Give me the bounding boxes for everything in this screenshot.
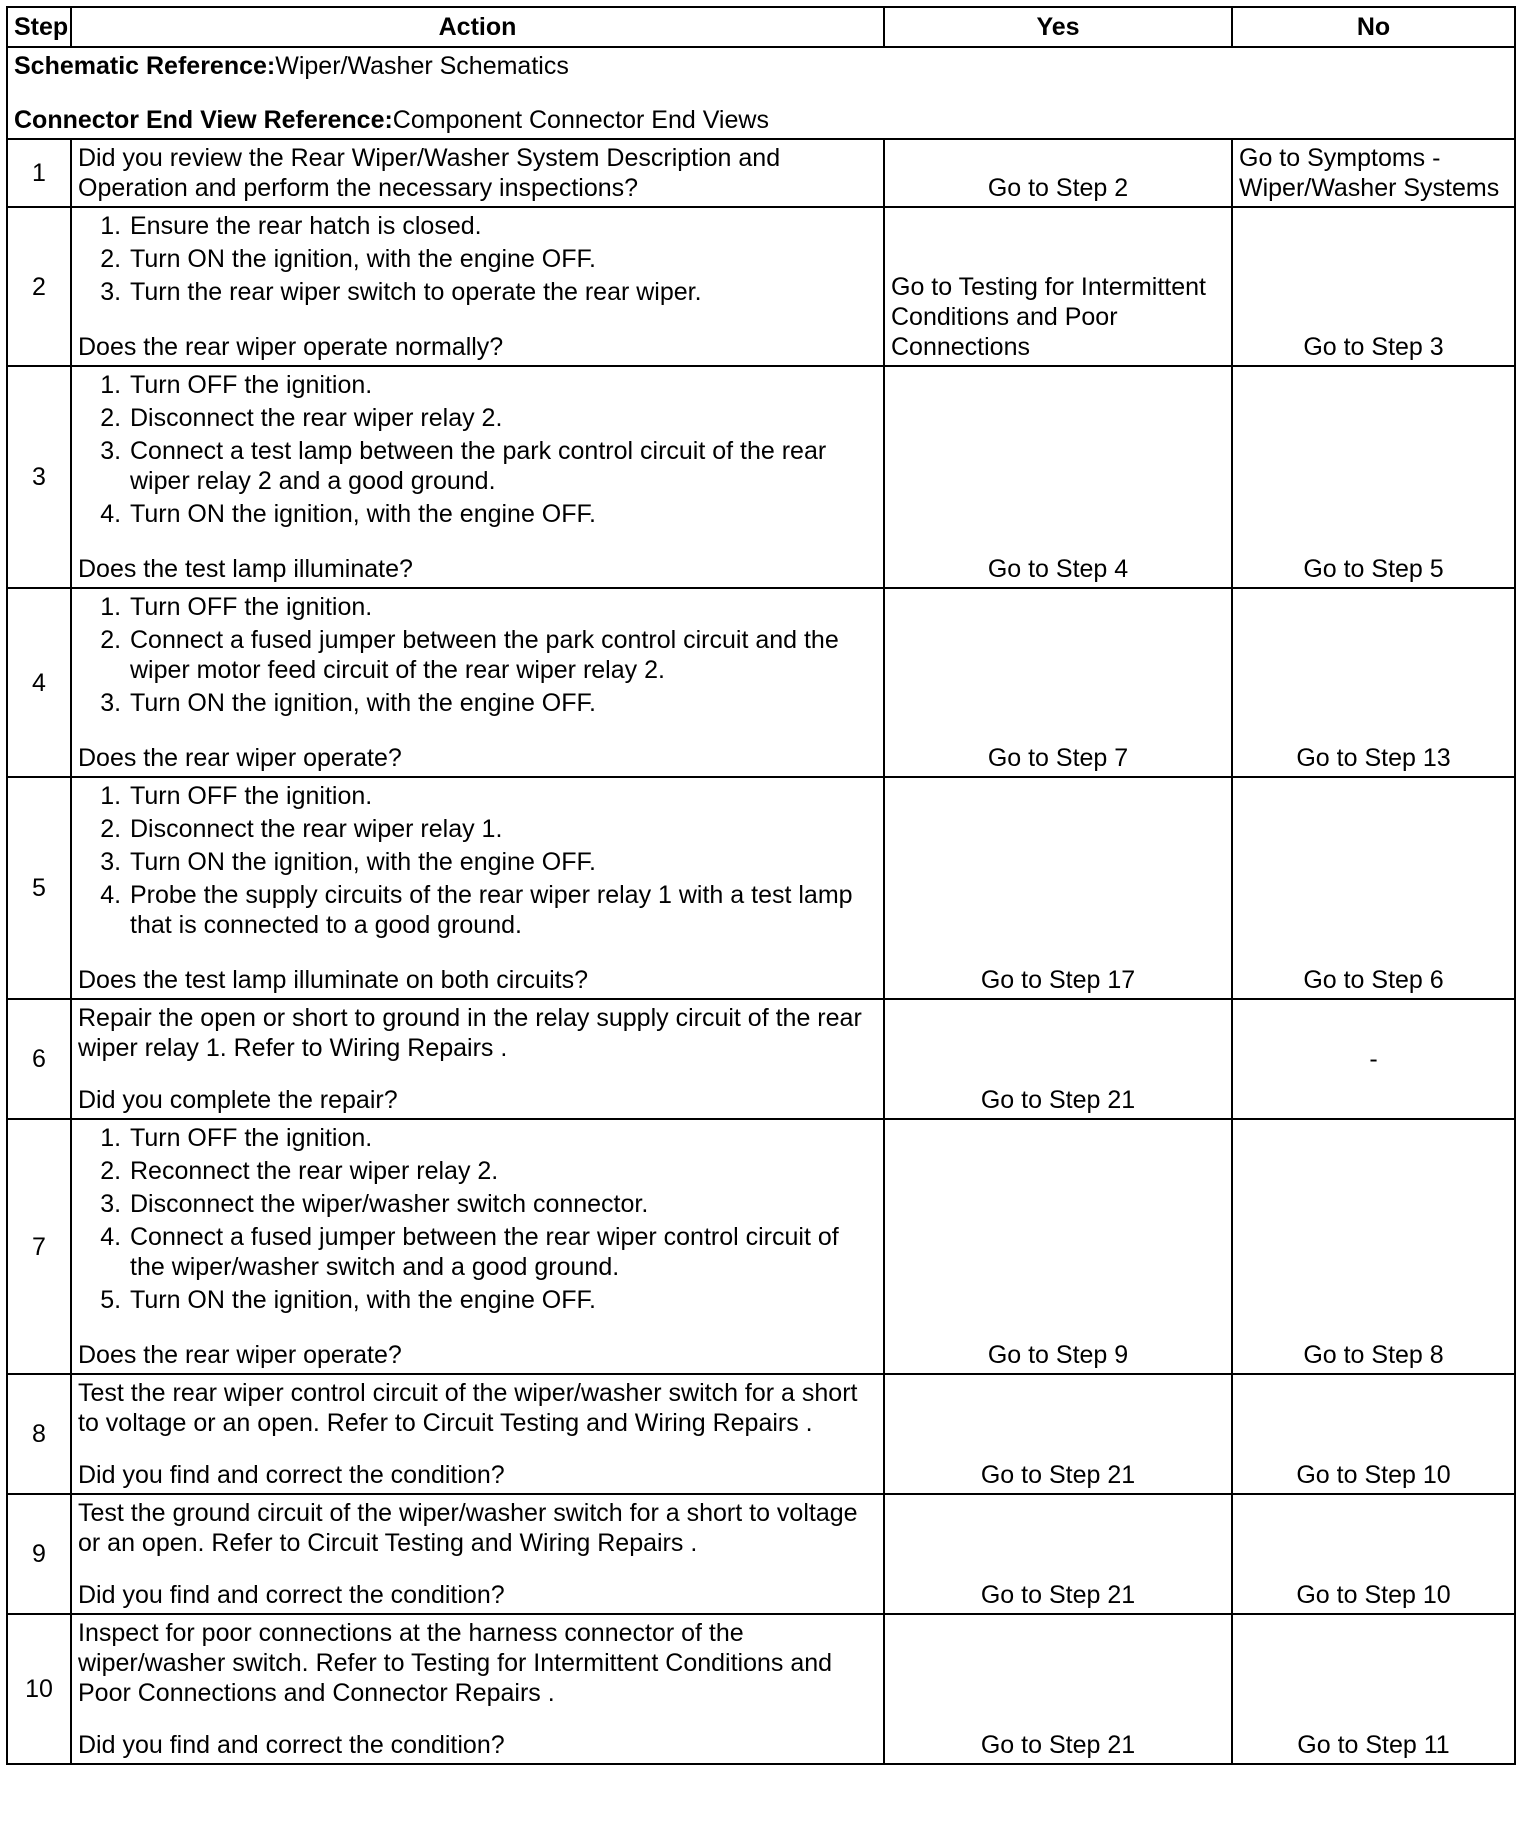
list-item: 1. Turn OFF the ignition.: [128, 781, 877, 811]
reference-cell: [7, 47, 1515, 139]
action-question: Does the rear wiper operate normally?: [78, 333, 504, 361]
yes-cell[interactable]: Go to Step 9: [884, 1119, 1232, 1374]
action-question: Did you find and correct the condition?: [78, 1581, 505, 1609]
reference-row: [7, 47, 1515, 139]
no-cell[interactable]: Go to Step 13: [1232, 588, 1515, 777]
table-row: [7, 999, 1515, 1119]
instruction-list: [78, 592, 877, 718]
table-row: [7, 1494, 1515, 1614]
action-text: Repair the open or short to ground in the relay supply circuit of the rear wiper relay 1. Refer to Wiring Repairs .: [78, 1004, 862, 1062]
instruction-list: [78, 211, 877, 307]
yes-cell[interactable]: Go to Step 21: [884, 1374, 1232, 1494]
header-action: Action: [71, 7, 884, 47]
no-cell[interactable]: Go to Step 6: [1232, 777, 1515, 999]
action-question: Does the test lamp illuminate?: [78, 555, 413, 583]
no-cell[interactable]: Go to Step 10: [1232, 1494, 1515, 1614]
table-row: [7, 777, 1515, 999]
action-cell: [71, 1614, 884, 1764]
yes-cell[interactable]: Go to Step 21: [884, 999, 1232, 1119]
table-row: [7, 1614, 1515, 1764]
header-no: No: [1232, 7, 1515, 47]
list-item: 4. Turn ON the ignition, with the engine OFF.: [128, 499, 877, 529]
no-cell[interactable]: Go to Step 3: [1232, 207, 1515, 366]
action-text: Inspect for poor connections at the harness connector of the wiper/washer switch. Refer to Testing for Intermittent Conditions and Poor Connections and Connector Repairs .: [78, 1619, 833, 1707]
action-cell: [71, 1119, 884, 1374]
list-item: 1. Turn OFF the ignition.: [128, 1123, 877, 1153]
table-row: [7, 588, 1515, 777]
table-row: [7, 366, 1515, 588]
action-question: Did you complete the repair?: [78, 1086, 398, 1114]
list-item: 2. Connect a fused jumper between the park control circuit and the wiper motor feed circuit of the rear wiper relay 2.: [128, 625, 877, 685]
action-text: Test the ground circuit of the wiper/washer switch for a short to voltage or an open. Refer to Circuit Testing and Wiring Repairs .: [78, 1499, 858, 1557]
step-number: 7: [7, 1119, 71, 1374]
step-number: 6: [7, 999, 71, 1119]
step-number: 8: [7, 1374, 71, 1494]
yes-cell[interactable]: Go to Step 4: [884, 366, 1232, 588]
list-item: 1. Ensure the rear hatch is closed.: [128, 211, 877, 241]
action-cell: [71, 999, 884, 1119]
no-cell[interactable]: Go to Step 5: [1232, 366, 1515, 588]
list-item: 5. Turn ON the ignition, with the engine OFF.: [128, 1285, 877, 1315]
list-item: 4. Connect a fused jumper between the rear wiper control circuit of the wiper/washer switch and a good ground.: [128, 1222, 877, 1282]
schematic-reference: [14, 51, 1508, 81]
step-number: 10: [7, 1614, 71, 1764]
step-number: 3: [7, 366, 71, 588]
list-item: 3. Disconnect the wiper/washer switch connector.: [128, 1189, 877, 1219]
list-item: 4. Probe the supply circuits of the rear wiper relay 1 with a test lamp that is connected to a good ground.: [128, 880, 877, 940]
step-number: 2: [7, 207, 71, 366]
yes-cell[interactable]: Go to Step 2: [884, 139, 1232, 207]
schematic-reference-label: Schematic Reference:: [14, 52, 276, 80]
no-cell: -: [1232, 999, 1515, 1119]
action-cell: [71, 588, 884, 777]
table-row: [7, 1374, 1515, 1494]
diagnostic-table: [6, 6, 1516, 1765]
header-row: [7, 7, 1515, 47]
list-item: 1. Turn OFF the ignition.: [128, 592, 877, 622]
schematic-reference-link[interactable]: Wiper/Washer Schematics: [275, 52, 569, 80]
action-question: Did you find and correct the condition?: [78, 1461, 505, 1489]
step-number: 4: [7, 588, 71, 777]
list-item: 2. Turn ON the ignition, with the engine OFF.: [128, 244, 877, 274]
no-cell[interactable]: Go to Step 8: [1232, 1119, 1515, 1374]
table-row: [7, 139, 1515, 207]
step-number: 5: [7, 777, 71, 999]
yes-cell[interactable]: Go to Testing for Intermittent Conditions and Poor Connections: [884, 207, 1232, 366]
list-item: 3. Turn ON the ignition, with the engine OFF.: [128, 847, 877, 877]
table-row: [7, 207, 1515, 366]
instruction-list: [78, 370, 877, 529]
list-item: 2. Disconnect the rear wiper relay 1.: [128, 814, 877, 844]
action-cell: [71, 139, 884, 207]
action-cell: [71, 1494, 884, 1614]
list-item: 2. Disconnect the rear wiper relay 2.: [128, 403, 877, 433]
action-cell: [71, 1374, 884, 1494]
action-question: Does the rear wiper operate?: [78, 1341, 402, 1369]
no-cell[interactable]: Go to Step 11: [1232, 1614, 1515, 1764]
yes-cell[interactable]: Go to Step 21: [884, 1614, 1232, 1764]
list-item: 3. Connect a test lamp between the park control circuit of the rear wiper relay 2 and a good ground.: [128, 436, 877, 496]
yes-cell[interactable]: Go to Step 7: [884, 588, 1232, 777]
connector-reference-label: Connector End View Reference:: [14, 106, 393, 134]
list-item: 3. Turn ON the ignition, with the engine OFF.: [128, 688, 877, 718]
step-number: 1: [7, 139, 71, 207]
list-item: 3. Turn the rear wiper switch to operate the rear wiper.: [128, 277, 877, 307]
yes-cell[interactable]: Go to Step 17: [884, 777, 1232, 999]
no-cell[interactable]: Go to Step 10: [1232, 1374, 1515, 1494]
instruction-list: [78, 1123, 877, 1315]
yes-cell[interactable]: Go to Step 21: [884, 1494, 1232, 1614]
connector-reference: [14, 105, 1508, 135]
table-row: [7, 1119, 1515, 1374]
action-cell: [71, 366, 884, 588]
step-number: 9: [7, 1494, 71, 1614]
list-item: 2. Reconnect the rear wiper relay 2.: [128, 1156, 877, 1186]
action-cell: [71, 777, 884, 999]
header-yes: Yes: [884, 7, 1232, 47]
action-question: Does the test lamp illuminate on both circuits?: [78, 966, 588, 994]
list-item: 1. Turn OFF the ignition.: [128, 370, 877, 400]
action-text: Did you review the Rear Wiper/Washer System Description and Operation and perform the necessary inspections?: [78, 144, 781, 202]
action-question: Does the rear wiper operate?: [78, 744, 402, 772]
header-step: Step: [7, 7, 71, 47]
action-cell: [71, 207, 884, 366]
connector-reference-link[interactable]: Component Connector End Views: [392, 106, 769, 134]
instruction-list: [78, 781, 877, 940]
action-question: Did you find and correct the condition?: [78, 1731, 505, 1759]
no-cell[interactable]: Go to Symptoms - Wiper/Washer Systems: [1232, 139, 1515, 207]
action-text: Test the rear wiper control circuit of the wiper/washer switch for a short to voltage or an open. Refer to Circuit Testing and Wiring Repairs .: [78, 1379, 858, 1437]
